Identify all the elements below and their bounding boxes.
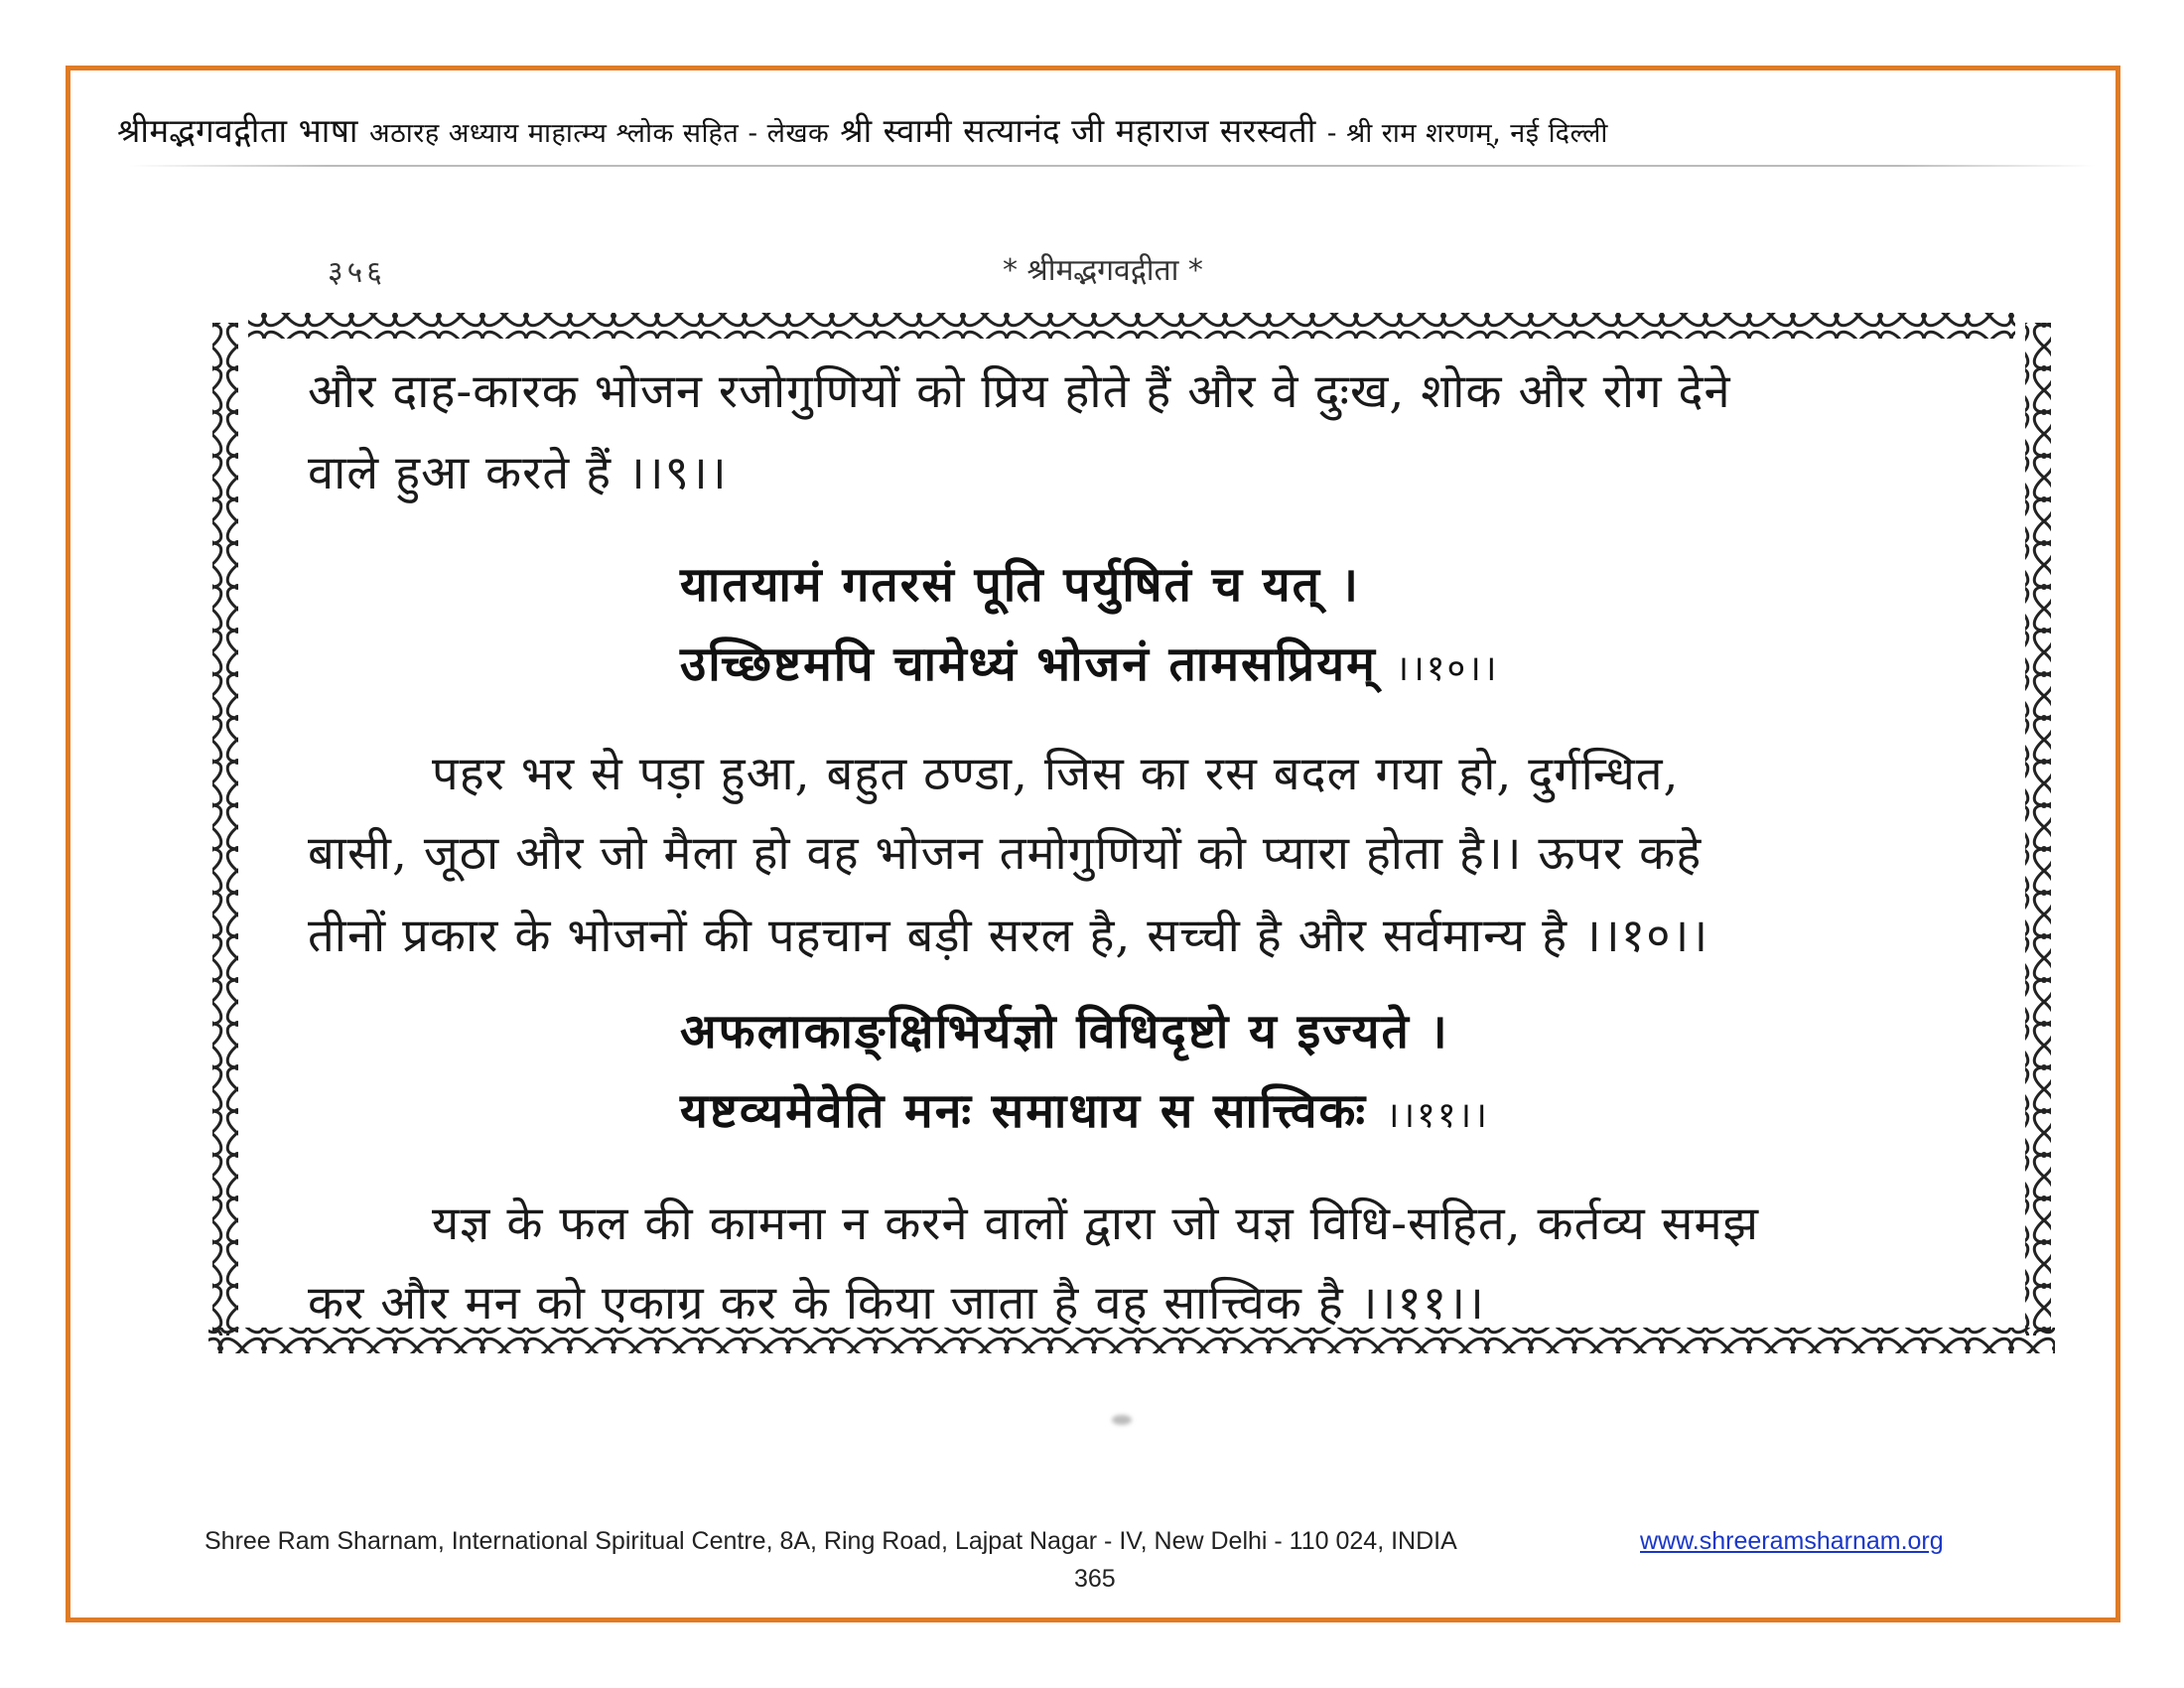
- verse10-line2: [680, 631, 1499, 695]
- header-rule: [129, 165, 2095, 167]
- footer-address: Shree Ram Sharnam, International Spiritual Centre, 8A, Ring Road, Lajpat Nagar - IV, New Delhi - 110 024, INDIA: [205, 1527, 1457, 1555]
- para3-line1: यज्ञ के फल की कामना न करने वालों द्वारा जो यज्ञ विधि-सहित, कर्तव्य समझ: [432, 1196, 1760, 1251]
- header-title-main: श्रीमद्भगवद्गीता भाषा: [117, 111, 358, 150]
- para2-line2: बासी, जूठा और जो मैला हो वह भोजन तमोगुणियों को प्यारा होता है।। ऊपर कहे: [308, 826, 1703, 881]
- document-header: [117, 107, 2093, 152]
- scan-running-head: * श्रीमद्भगवद्गीता *: [1003, 253, 1203, 288]
- para1-line2: वाले हुआ करते हैं ।।९।।: [308, 446, 728, 500]
- para1-line1: और दाह-कारक भोजन रजोगुणियों को प्रिय होते हैं और वे दुःख, शोक और रोग देने: [308, 364, 1731, 419]
- footer-website-link[interactable]: www.shreeramsharnam.org: [1640, 1527, 1944, 1555]
- footer-page-number: 365: [1074, 1565, 1116, 1593]
- para2-line3: तीनों प्रकार के भोजनों की पहचान बड़ी सरल है, सच्ची है और सर्वमान्य है ।।१०।।: [308, 909, 1709, 963]
- para3-line2: कर और मन को एकाग्र कर के किया जाता है वह सात्त्विक है ।।११।।: [308, 1276, 1485, 1331]
- header-author: श्री स्वामी सत्यानंद जी महाराज सरस्वती: [840, 111, 1316, 150]
- verse11-line2-text: यष्टव्यमेवेति मनः समाधाय स सात्त्विकः: [680, 1083, 1368, 1139]
- verse10-line2-text: उच्छिष्टमपि चामेध्यं भोजनं तामसप्रियम्: [680, 636, 1377, 692]
- para2-line1: पहर भर से पड़ा हुआ, बहुत ठण्डा, जिस का रस बदल गया हो, दुर्गन्धित,: [432, 747, 1680, 801]
- verse10-line1: यातयामं गतरसं पूति पर्युषितं च यत् ।: [680, 557, 1360, 613]
- header-publisher: - श्री राम शरणम्, नई दिल्ली: [1326, 118, 1608, 149]
- verse11-line1: अफलाकाङ्क्षिभिर्यज्ञो विधिदृष्टो य इज्यते ।: [680, 1004, 1449, 1059]
- header-title-small: अठारह अध्याय माहात्म्य श्लोक सहित - लेखक: [368, 118, 830, 149]
- scan-smudge: [1112, 1415, 1132, 1425]
- verse11-number: ।।११।।: [1385, 1095, 1489, 1136]
- verse10-number: ।।१०।।: [1395, 648, 1499, 689]
- scan-page-number: ३५६: [328, 255, 386, 290]
- verse11-line2: [680, 1077, 1489, 1142]
